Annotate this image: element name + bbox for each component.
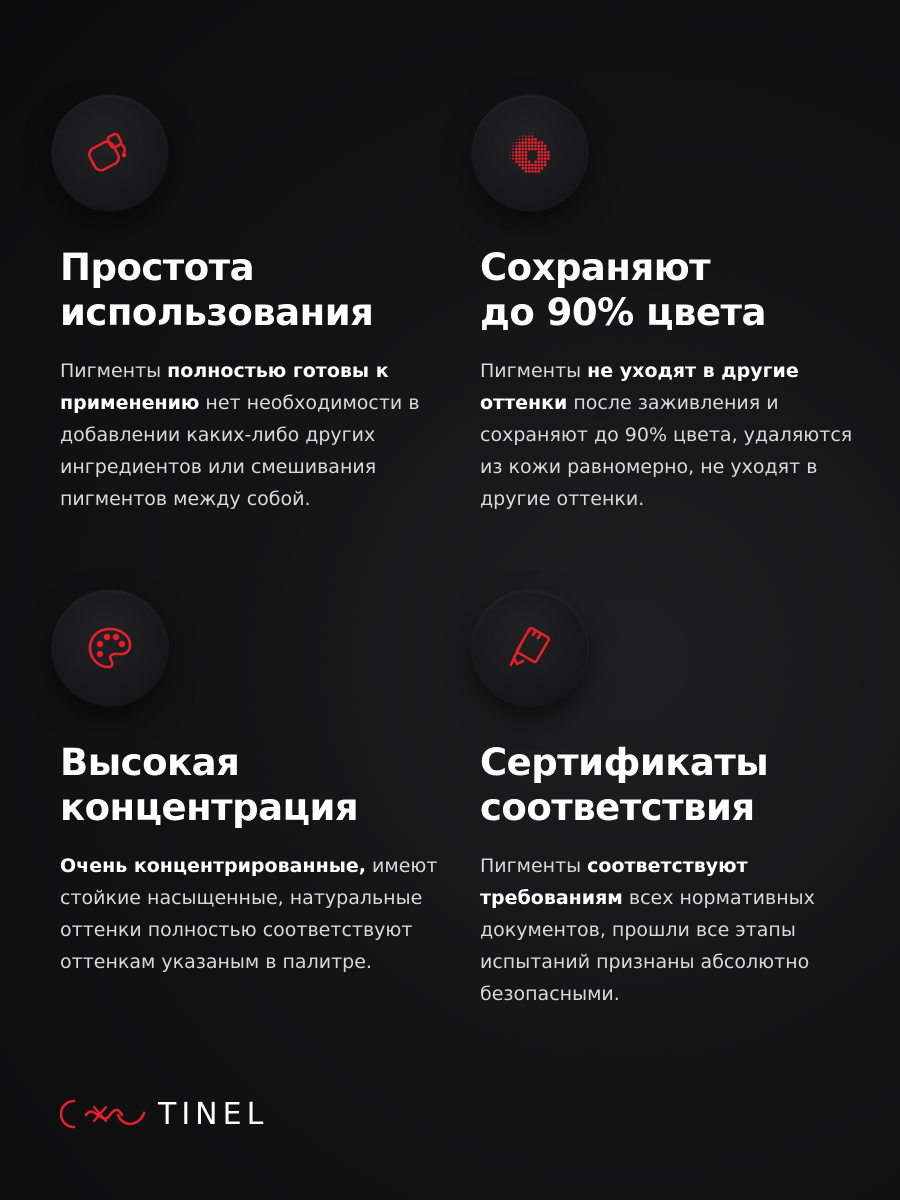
halftone-dot [519,136,520,137]
feature-description: Пигменты полностью готовы к применению нет необходимости в добавлении каких-либо других ингредиентов или смешивания пигментов между собой. [60,360,420,510]
halftone-dot [522,138,524,140]
halftone-dot [541,148,544,151]
halftone-dot [532,133,533,134]
halftone-dot [518,141,520,143]
halftone-dot [510,149,511,150]
feature-ease-of-use [60,95,450,515]
halftone-dot [528,170,531,173]
halftone-dot [525,157,528,160]
halftone-dot [521,144,524,147]
halftone-dot [525,164,528,167]
halftone-dot [525,138,527,140]
halftone-dot [525,170,528,173]
halftone-dot [521,154,524,157]
halftone-dot [541,167,544,170]
brand-eyebrow-logo-icon [60,1093,148,1135]
halftone-dot [525,160,528,163]
halftone-dot [537,164,540,167]
halftone-dot [541,157,544,160]
halftone-dot [534,160,537,163]
halftone-dot [515,148,518,151]
halftone-dot [534,138,537,141]
halftone-dot [513,142,514,143]
halftone-dot [521,157,524,160]
halftone-dot [515,157,518,160]
halftone-dot [544,148,547,151]
halftone-dot [518,154,521,157]
halftone-dot [534,148,537,151]
halftone-dot [518,160,521,163]
halftone-dot [531,167,534,170]
halftone-dot [522,136,523,137]
halftone-dot [512,154,514,156]
halftone-dot [537,157,540,160]
halftone-dot [528,167,531,170]
halftone-dot [531,170,534,173]
halftone-dot [534,144,537,147]
halftone-dot [525,167,528,170]
feature-description: Очень концентрированные, имеют стойкие насыщенные, натуральные оттенки полностью соответствуют оттенкам указаным в палитре. [60,855,438,973]
feature-title: Простота использования [60,246,374,334]
halftone-dot [525,148,528,151]
halftone-dot [541,144,544,147]
halftone-dot [521,151,524,154]
dotted-circle-color-icon [472,95,588,211]
halftone-dot [528,164,531,167]
halftone-dot [541,141,544,144]
halftone-dot [534,164,537,167]
halftone-dot [541,160,544,163]
halftone-dot [547,151,550,154]
halftone-dot [537,148,540,151]
halftone-dot [528,148,531,151]
halftone-dot [541,154,544,157]
halftone-dot [510,146,511,147]
feature-high-concentration [60,590,450,978]
halftone-dot [544,164,547,167]
halftone-dot [537,167,540,170]
halftone-dot [509,158,510,159]
halftone-dot [518,151,521,154]
feature-certificates [480,590,870,1010]
halftone-dot [528,160,531,163]
halftone-dot [515,160,518,163]
brand-logo [60,1093,268,1135]
halftone-dot [518,148,521,151]
halftone-dot [534,141,537,144]
halftone-dot [512,158,514,160]
halftone-dot [537,141,540,144]
feature-description: Пигменты не уходят в другие оттенки после заживления и сохраняют до 90% цвета, удаляются из кожи равномерно, не уходят в другие оттенки. [480,360,853,510]
halftone-dot [534,170,537,173]
halftone-dot [537,144,540,147]
halftone-dot [547,154,550,157]
halftone-dot [518,157,521,160]
halftone-dot [541,151,544,154]
feature-title: Высокая концентрация [60,741,359,829]
halftone-dot [531,148,534,151]
nail-polish-bottle-icon [52,95,168,211]
halftone-dot [515,154,518,157]
halftone-dot [528,144,531,147]
halftone-dot [534,167,537,170]
halftone-dot [532,135,534,137]
halftone-dot [515,145,517,147]
halftone-dot [537,170,540,173]
halftone-dot [531,138,534,141]
halftone-dot [525,154,528,157]
halftone-dot [513,145,514,146]
halftone-dot [526,133,527,134]
feature-color-retention [480,95,870,515]
halftone-dot [519,139,521,141]
halftone-dot [521,148,524,151]
halftone-dot [528,135,530,137]
halftone-dot [529,133,530,134]
halftone-dot [521,167,524,170]
halftone-dot [528,141,531,144]
halftone-dot [547,157,550,160]
halftone-dot [515,151,518,154]
feature-title: Сохраняют до 90% цвета [480,246,766,334]
halftone-dot [544,154,547,157]
halftone-dot [516,139,517,140]
halftone-dot [525,135,527,137]
halftone-dot [537,151,540,154]
feature-title: Сертификаты соответствия [480,741,769,829]
halftone-dot [516,142,518,144]
halftone-dot [521,141,524,144]
halftone-dot [525,141,528,144]
halftone-dot [531,164,534,167]
brand-name: TINEL [158,1096,269,1132]
halftone-dot [518,144,521,147]
halftone-dot [521,164,524,167]
halftone-dot [544,157,547,160]
halftone-dot [521,160,524,163]
halftone-dot [537,160,540,163]
halftone-dot [518,164,521,167]
halftone-dot [544,160,547,163]
halftone-dot [525,144,528,147]
halftone-dot [525,151,528,154]
halftone-dot [531,141,534,144]
halftone-dot [541,164,544,167]
certificate-notepad-icon [472,590,588,706]
feature-description: Пигменты соответствуют требованиям всех нормативных документов, прошли все этапы испытаний признаны абсолютно безопасными. [480,855,815,1005]
halftone-dot [509,152,510,153]
halftone-dot [509,155,510,156]
halftone-dot [512,151,514,153]
halftone-dot [531,144,534,147]
halftone-dot [544,144,547,147]
halftone-dot [512,148,514,150]
halftone-dot [528,138,531,141]
halftone-dot [544,151,547,154]
halftone-dot [537,154,540,157]
palette-icon [52,590,168,706]
